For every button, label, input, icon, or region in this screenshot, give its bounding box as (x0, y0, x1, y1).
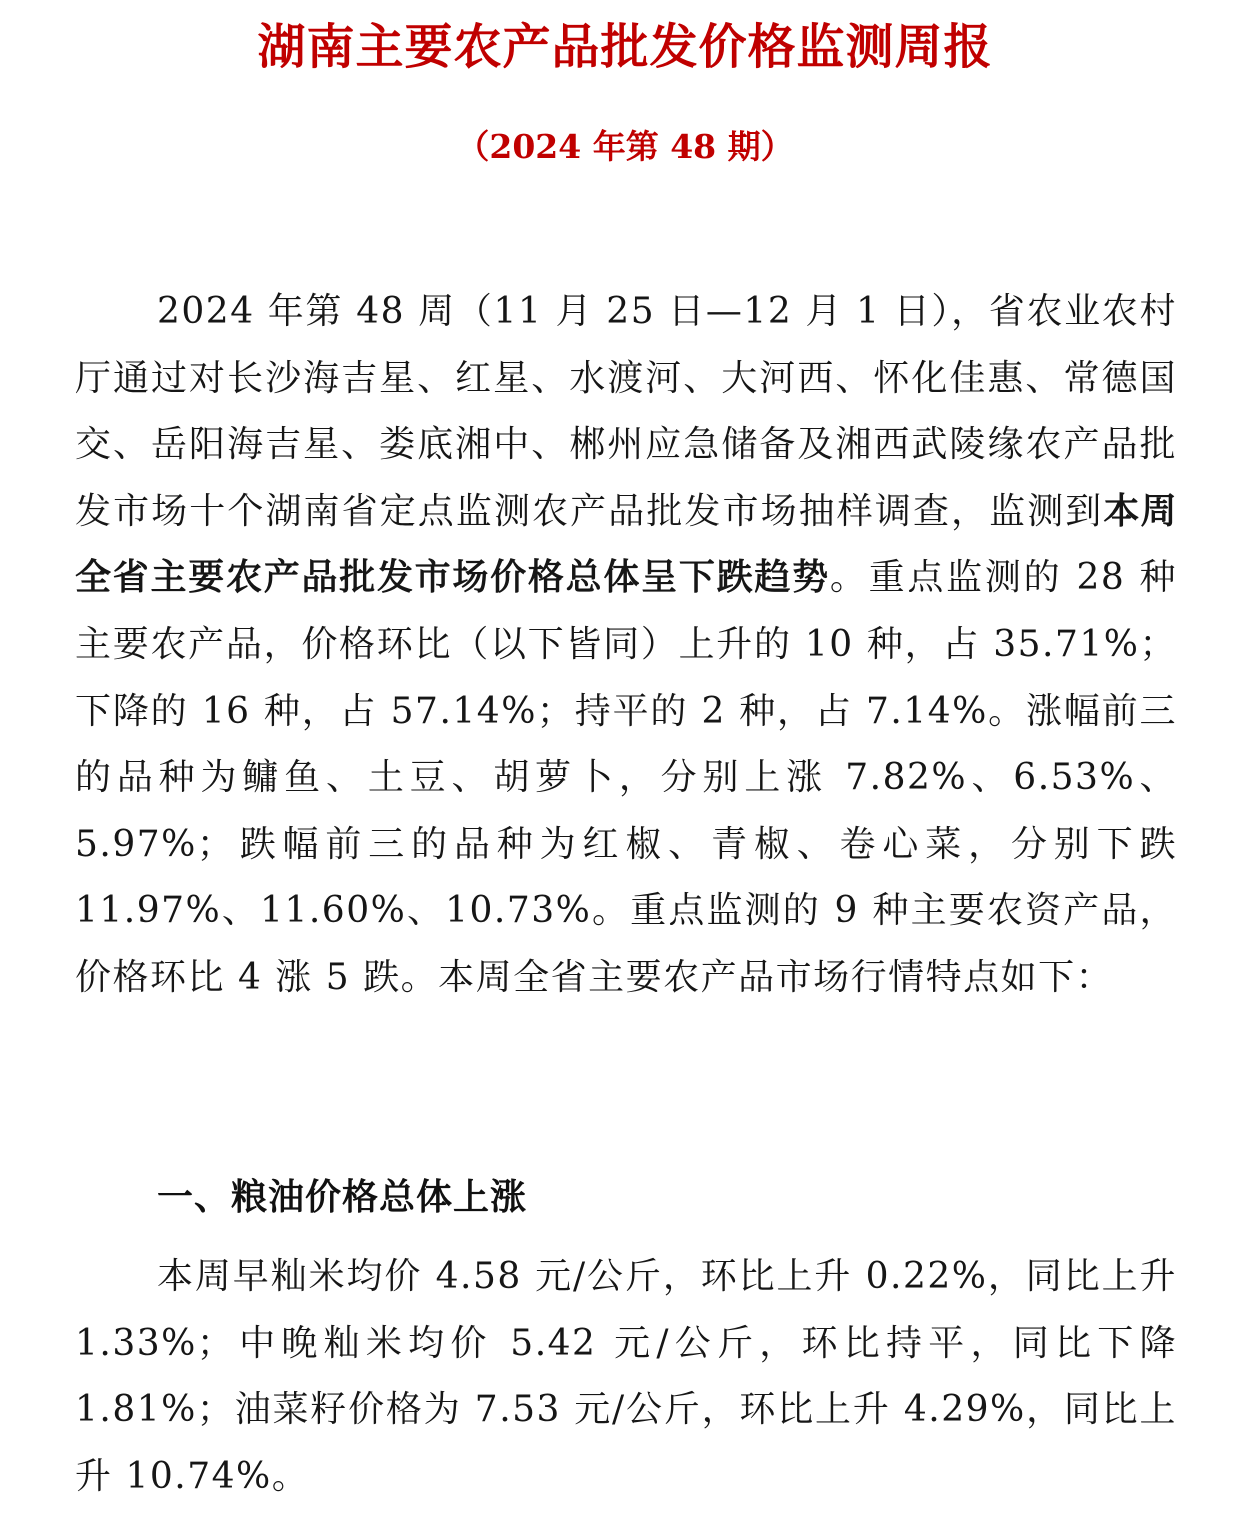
section-heading-grain-oil: 一、粮油价格总体上涨 (157, 1177, 528, 1218)
report-title: 湖南主要农产品批发价格监测周报 (257, 19, 993, 75)
intro-highlight: 本周全省主要农产品批发市场价格总体呈下跌趋势 (75, 490, 1177, 599)
intro-text-after: 。重点监测的 28 种主要农产品，价格环比（以下皆同）上升的 10 种，占 35.71%；下降的 16 种，占 57.14%；持平的 2 种，占 7.14%。涨幅前三的品种为鳙鱼、土豆、胡萝卜，分别上涨 7.82%、6.53%、5.97%；跌幅前三的品种为红椒、青椒、卷心菜，分别下跌 11.97%、11.60%、10.73%。重点监测的 9 种主要农资产品，价格环比 4 涨 5 跌。本周全省主要农产品市场行情特点如下： (75, 557, 1177, 998)
issue-number: （2024 年第 48 期） (456, 127, 794, 166)
intro-paragraph (75, 279, 1177, 1012)
intro-text-before: 2024 年第 48 周（11 月 25 日—12 月 1 日），省农业农村厅通过对长沙海吉星、红星、水渡河、大河西、怀化佳惠、常德国交、岳阳海吉星、娄底湘中、郴州应急储备及湘西武陵缘农产品批发市场十个湖南省定点监测农产品批发市场抽样调查，监测到 (75, 291, 1177, 532)
section-paragraph-grain-oil: 本周早籼米均价 4.58 元/公斤，环比上升 0.22%，同比上升 1.33%；中晚籼米均价 5.42 元/公斤，环比持平，同比下降 1.81%；油菜籽价格为 7.53 元/公斤，环比上升 4.29%，同比上升 10.74%。 (75, 1256, 1177, 1497)
